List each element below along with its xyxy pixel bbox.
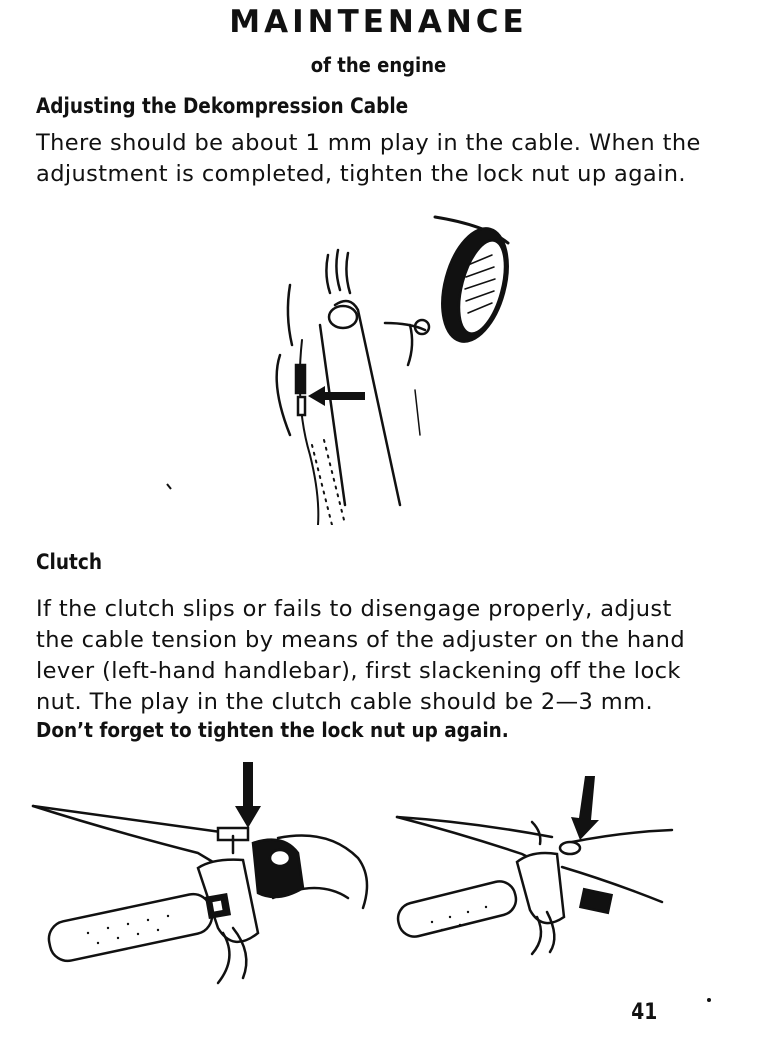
paragraph-line: lever (left-hand handlebar), first slackening off the lock: [36, 658, 681, 684]
page-title: MAINTENANCE: [229, 4, 528, 40]
clutch-warning: Don’t forget to tighten the lock nut up again.: [36, 718, 509, 742]
paragraph-line: the cable tension by means of the adjuster on the hand: [36, 627, 686, 653]
clutch-paragraph: [36, 594, 696, 718]
clutch-heading: Clutch: [36, 550, 102, 574]
page-subtitle: of the engine: [310, 53, 447, 77]
stray-mark: [706, 997, 712, 1003]
paragraph-line: adjustment is completed, tighten the lock nut up again.: [36, 161, 686, 187]
clutch-lever-illustration-left: [28, 758, 378, 988]
clutch-lever-illustration-right: [392, 772, 682, 962]
page-number: 41: [631, 1000, 658, 1025]
paragraph-line: nut. The play in the clutch cable should be 2—3 mm.: [36, 689, 653, 715]
decompression-heading: Adjusting the Dekompression Cable: [36, 94, 409, 118]
stray-mark: [165, 482, 175, 492]
paragraph-line: There should be about 1 mm play in the cable. When the: [36, 130, 701, 156]
decompression-paragraph: [36, 128, 701, 190]
paragraph-line: If the clutch slips or fails to disengage properly, adjust: [36, 596, 672, 622]
decompression-cable-illustration: [240, 205, 530, 525]
